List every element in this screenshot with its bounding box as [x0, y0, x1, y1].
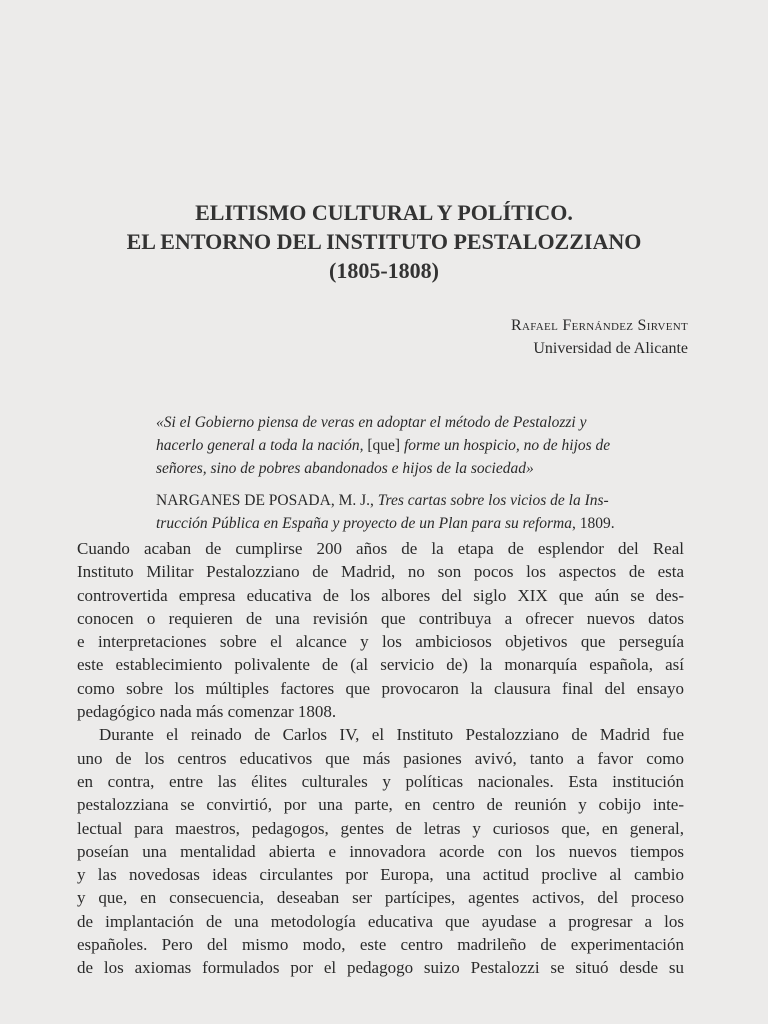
quote-insertion: [que]: [363, 437, 404, 454]
citation-line: [156, 512, 690, 535]
text-line: españoles. Pero del mismo modo, este centro madrileño de experimentación: [77, 935, 684, 955]
title-line: (1805-1808): [329, 258, 439, 283]
text-line: uno de los centros educativos que más pasiones avivó, tanto a favor como: [77, 748, 684, 768]
citation-author: NARGANES DE POSADA, M. J.,: [156, 492, 378, 509]
text-line: pestalozziana se convirtió, por una parte, en centro de reunión y cobijo inte-: [77, 795, 684, 815]
text-line: en contra, entre las élites culturales y políticas nacionales. Esta institución: [77, 771, 684, 791]
quote-line: «Si el Gobierno piensa de veras en adoptar el método de Pestalozzi y: [156, 414, 587, 431]
epigraph-quote: [156, 411, 690, 480]
text-line: este establecimiento polivalente de (al servicio de) la monarquía española, así: [77, 655, 684, 675]
epigraph-citation: [156, 489, 690, 535]
citation-year: , 1809.: [572, 515, 615, 532]
quote-segment: forme un hospicio, no de hijos de: [403, 437, 611, 454]
paragraph: [77, 723, 684, 979]
text-line: pedagógico nada más comenzar 1808.: [77, 702, 337, 722]
article-title: [60, 198, 708, 285]
body-text: [77, 537, 684, 980]
text-line: lectual para maestros, pedagogos, gentes de letras y curiosos que, en general,: [77, 818, 684, 838]
text-line: Cuando acaban de cumplirse 200 años de la etapa de esplendor del Real: [77, 539, 684, 558]
author-name: Rafael Fernández Sirvent: [510, 317, 688, 334]
citation-title: trucción Pública en España y proyecto de un Plan para su reforma: [156, 515, 572, 532]
text-line: y las novedosas ideas circulantes por Europa, una actitud proclive al cambio: [77, 865, 684, 885]
epigraph: [156, 411, 690, 535]
quote-line: [156, 434, 690, 457]
text-line: de implantación de una metodología educativa que ayudase a progresar a los: [77, 911, 684, 931]
text-line: poseían una mentalidad abierta e innovadora acorde con los nuevos tiempos: [77, 841, 684, 861]
quote-segment: hacerlo general a toda la nación,: [156, 437, 364, 454]
text-line: e interpretaciones sobre el alcance y los ambiciosos objetivos que perseguía: [77, 632, 684, 652]
text-line: Instituto Militar Pestalozziano de Madrid, no son pocos los aspectos de esta: [77, 562, 684, 582]
text-line: como sobre los múltiples factores que provocaron la clausura final del ensayo: [77, 678, 684, 698]
paragraph: [77, 537, 684, 723]
author-block: [511, 314, 688, 360]
title-line: EL ENTORNO DEL INSTITUTO PESTALOZZIANO: [126, 229, 642, 254]
author-affiliation: Universidad de Alicante: [533, 340, 688, 357]
text-line: Durante el reinado de Carlos IV, el Instituto Pestalozziano de Madrid fue: [99, 725, 684, 745]
text-line: conocen o requieren de una revisión que contribuya a ofrecer nuevos datos: [77, 608, 684, 628]
title-line: ELITISMO CULTURAL Y POLÍTICO.: [195, 200, 573, 225]
text-line: y que, en consecuencia, deseaban ser partícipes, agentes activos, del proceso: [77, 888, 684, 908]
text-line: controvertida empresa educativa de los albores del siglo XIX que aún se des-: [77, 585, 684, 605]
citation-title: Tres cartas sobre los vicios de la Ins-: [377, 492, 609, 509]
text-line: de los axiomas formulados por el pedagogo suizo Pestalozzi se situó desde su: [77, 958, 684, 978]
citation-line: [156, 489, 690, 512]
quote-line: señores, sino de pobres abandonados e hijos de la sociedad»: [156, 460, 534, 477]
